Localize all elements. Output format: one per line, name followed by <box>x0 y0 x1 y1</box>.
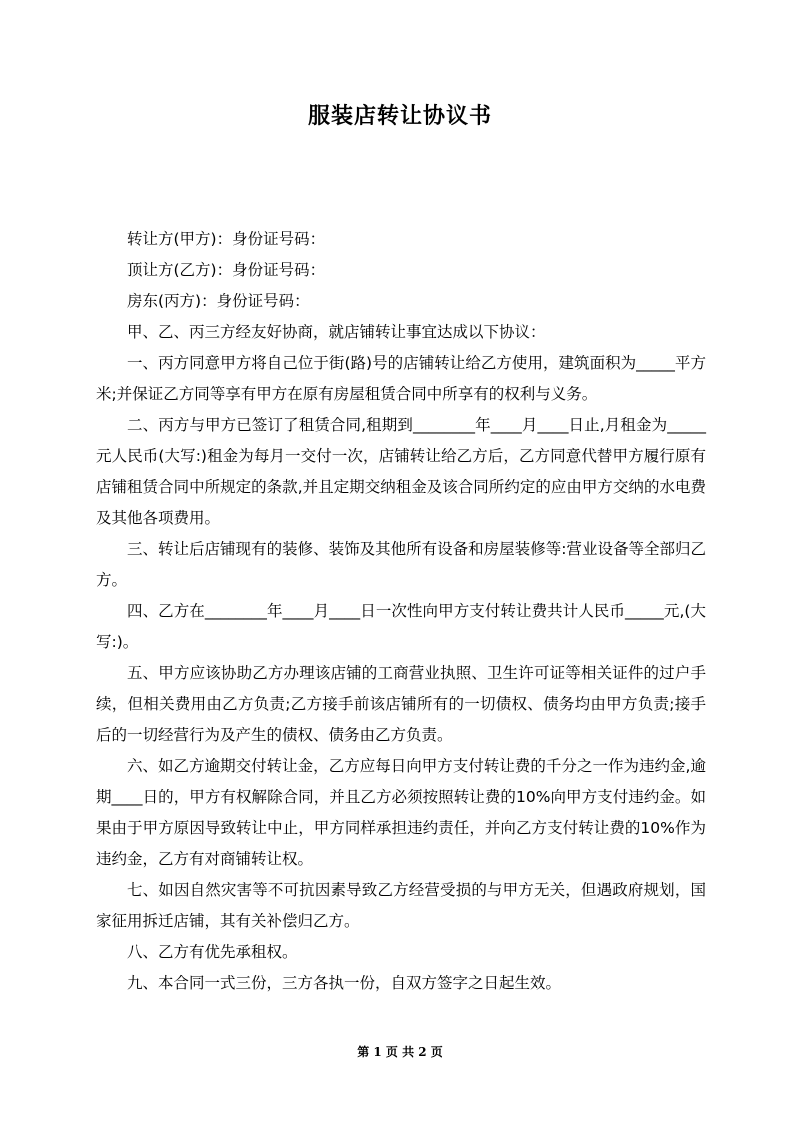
clause-7: 七、如因自然灾害等不可抗因素导致乙方经营受损的与甲方无关，但遇政府规划，国家征用拆迁店铺，其有关补偿归乙方。 <box>96 881 706 930</box>
clause-5: 五、甲方应该协助乙方办理该店铺的工商营业执照、卫生许可证等相关证件的过户手续，但相关费用由乙方负责;乙方接手前该店铺所有的一切债权、债务均由甲方负责;接手后的一切经营行为及产生的债权、债务由乙方负责。 <box>96 664 706 744</box>
clause-2: 二、丙方与甲方已签订了租赁合同,租期到________年____月____日止,月租金为_____元人民币(大写:)租金为每月一交付一次，店铺转让给乙方后，乙方同意代替甲方履行原有店铺租赁合同中所规定的条款,并且定期交纳租金及该合同所约定的应由甲方交纳的水电费及其他各项费用。 <box>96 416 706 527</box>
page-number-footer: 第 1 页 共 2 页 <box>357 1045 443 1059</box>
party-c-line: 房东(丙方)：身份证号码： <box>127 292 310 310</box>
clause-8: 八、乙方有优先承租权。 <box>127 943 298 961</box>
clause-6: 六、如乙方逾期交付转让金，乙方应每日向甲方支付转让费的千分之一作为违约金,逾期____日的，甲方有权解除合同，并且乙方必须按照转让费的10%向甲方支付违约金。如果由于甲方原因导致转让中止，甲方同样承担违约责任，并向乙方支付转让费的10%作为违约金，乙方有对商铺转让权。 <box>96 757 706 868</box>
document-body <box>96 224 706 999</box>
clause-3: 三、转让后店铺现有的装修、装饰及其他所有设备和房屋装修等:营业设备等全部归乙方。 <box>96 540 706 589</box>
party-b-line: 顶让方(乙方)：身份证号码： <box>127 261 326 279</box>
clause-1: 一、丙方同意甲方将自己位于街(路)号的店铺转让给乙方使用，建筑面积为_____平方米;并保证乙方同等享有甲方在原有房屋租赁合同中所享有的权利与义务。 <box>96 354 706 403</box>
clause-9: 九、本合同一式三份，三方各执一份，自双方签字之日起生效。 <box>127 974 562 992</box>
preamble-paragraph: 甲、乙、丙三方经友好协商，就店铺转让事宜达成以下协议： <box>127 323 546 341</box>
document-title: 服装店转让协议书 <box>307 104 492 129</box>
party-a-line: 转让方(甲方)：身份证号码： <box>127 230 326 248</box>
clause-4: 四、乙方在________年____月____日一次性向甲方支付转让费共计人民币_____元,(大写:)。 <box>96 602 706 651</box>
